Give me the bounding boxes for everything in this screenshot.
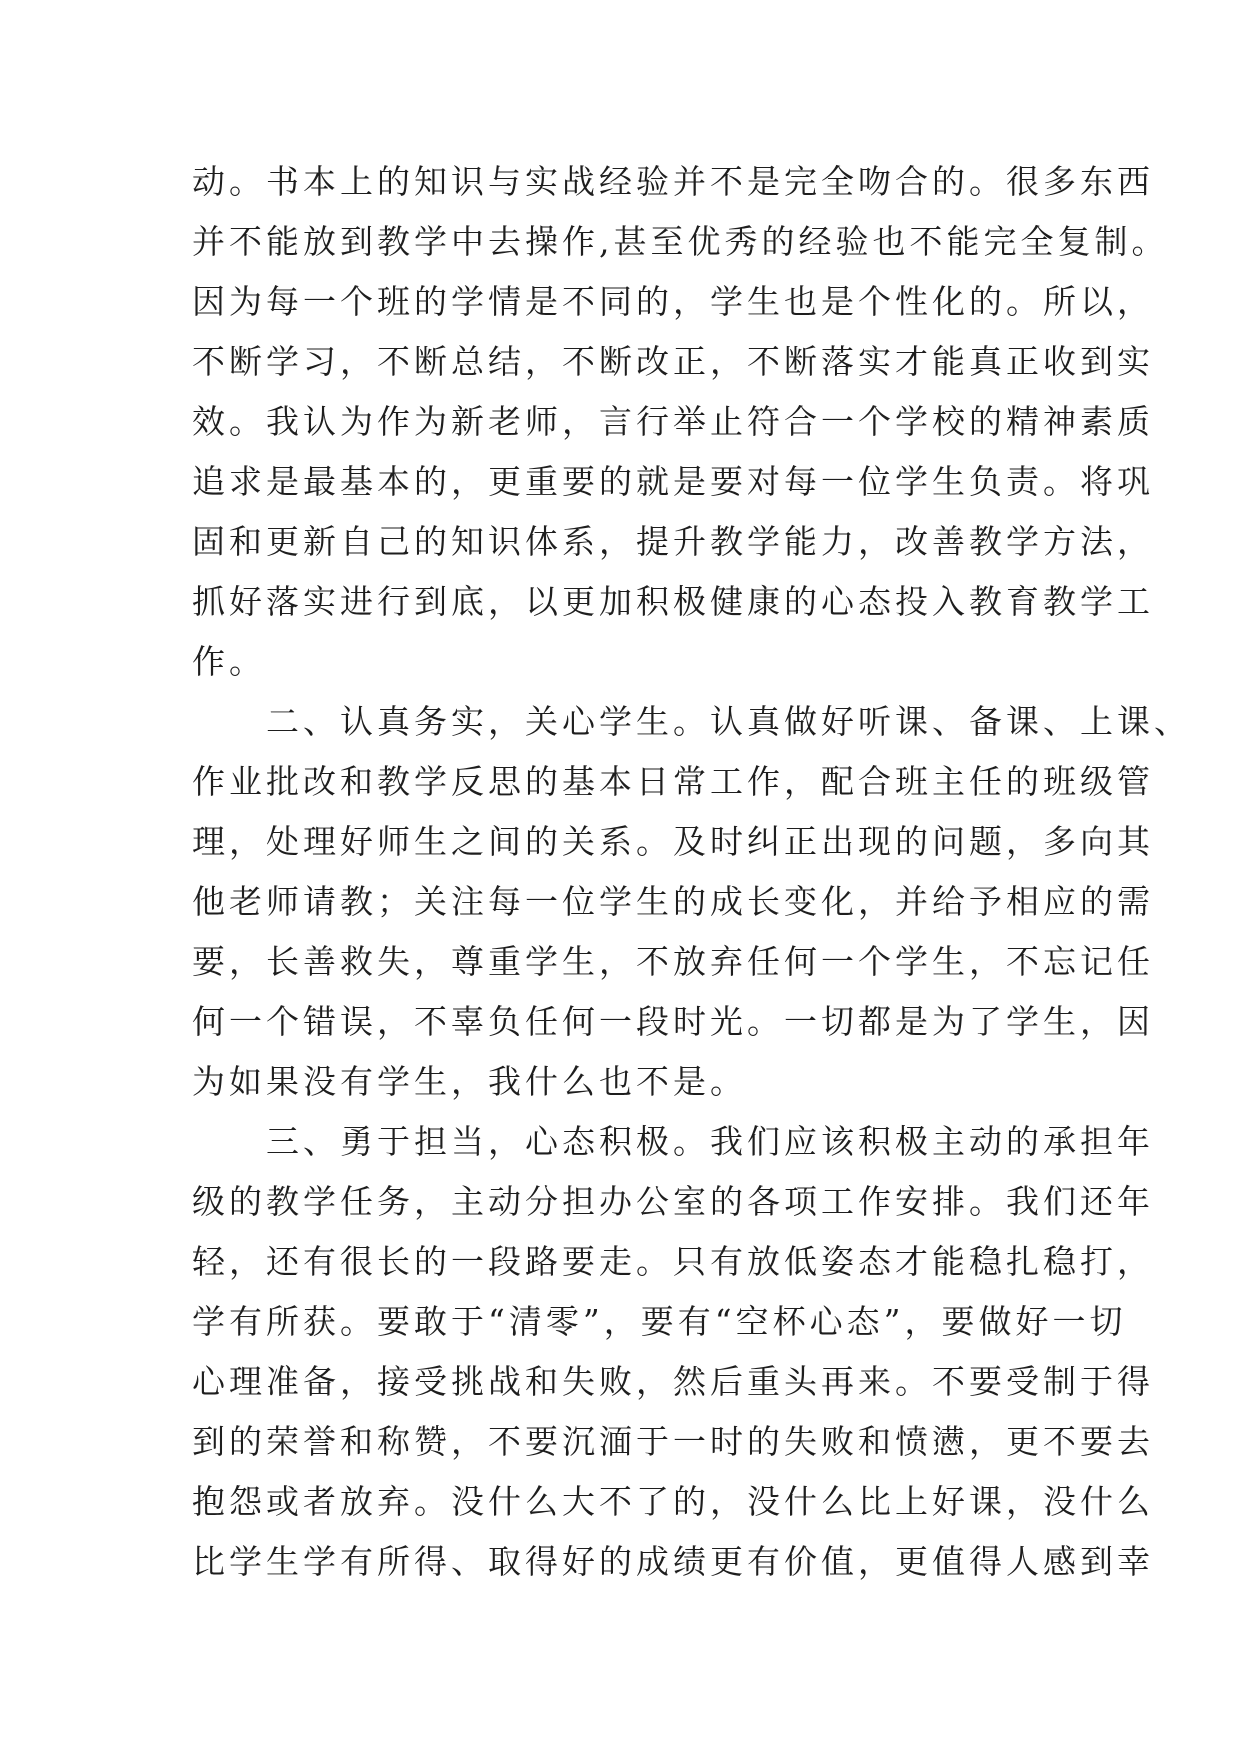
- text-line: 心理准备，接受挑战和失败，然后重头再来。不要受制于得: [192, 1362, 1154, 1401]
- text-line: 效。我认为作为新老师，言行举止符合一个学校的精神素质: [192, 402, 1154, 441]
- text-line: 抱怨或者放弃。没什么大不了的，没什么比上好课，没什么: [192, 1482, 1154, 1521]
- text-line: 因为每一个班的学情是不同的，学生也是个性化的。所以，: [192, 282, 1154, 321]
- text-line: 动。书本上的知识与实战经验并不是完全吻合的。很多东西: [192, 162, 1154, 201]
- paragraph-heading-line: 二、认真务实，关心学生。认真做好听课、备课、上课、: [192, 702, 1191, 741]
- text-line: 他老师请教；关注每一位学生的成长变化，并给予相应的需: [192, 882, 1154, 921]
- text-line: 作。: [192, 642, 266, 681]
- text-line: 何一个错误，不辜负任何一段时光。一切都是为了学生，因: [192, 1002, 1154, 1041]
- text-line: 级的教学任务，主动分担办公室的各项工作安排。我们还年: [192, 1182, 1154, 1221]
- text-line: 到的荣誉和称赞，不要沉湎于一时的失败和愤懑，更不要去: [192, 1422, 1154, 1461]
- text-line: 不断学习，不断总结，不断改正，不断落实才能真正收到实: [192, 342, 1154, 381]
- text-line: 固和更新自己的知识体系，提升教学能力，改善教学方法，: [192, 522, 1154, 561]
- text-line: 作业批改和教学反思的基本日常工作，配合班主任的班级管: [192, 762, 1154, 801]
- text-line: 轻，还有很长的一段路要走。只有放低姿态才能稳扎稳打，: [192, 1242, 1154, 1281]
- text-line: 为如果没有学生，我什么也不是。: [192, 1062, 747, 1101]
- body-text: [192, 152, 1191, 1592]
- text-line: 追求是最基本的，更重要的就是要对每一位学生负责。将巩: [192, 462, 1154, 501]
- text-line: 要，长善救失，尊重学生，不放弃任何一个学生，不忘记任: [192, 942, 1154, 981]
- text-line: 理，处理好师生之间的关系。及时纠正出现的问题，多向其: [192, 822, 1154, 861]
- text-line: 比学生学有所得、取得好的成绩更有价值，更值得人感到幸: [192, 1542, 1154, 1581]
- text-line: 并不能放到教学中去操作,甚至优秀的经验也不能完全复制。: [192, 222, 1169, 261]
- text-line: 学有所获。要敢于“清零”，要有“空杯心态”，要做好一切: [192, 1302, 1127, 1341]
- paragraph-heading-line: 三、勇于担当，心态积极。我们应该积极主动的承担年: [192, 1122, 1154, 1161]
- text-line: 抓好落实进行到底，以更加积极健康的心态投入教育教学工: [192, 582, 1154, 621]
